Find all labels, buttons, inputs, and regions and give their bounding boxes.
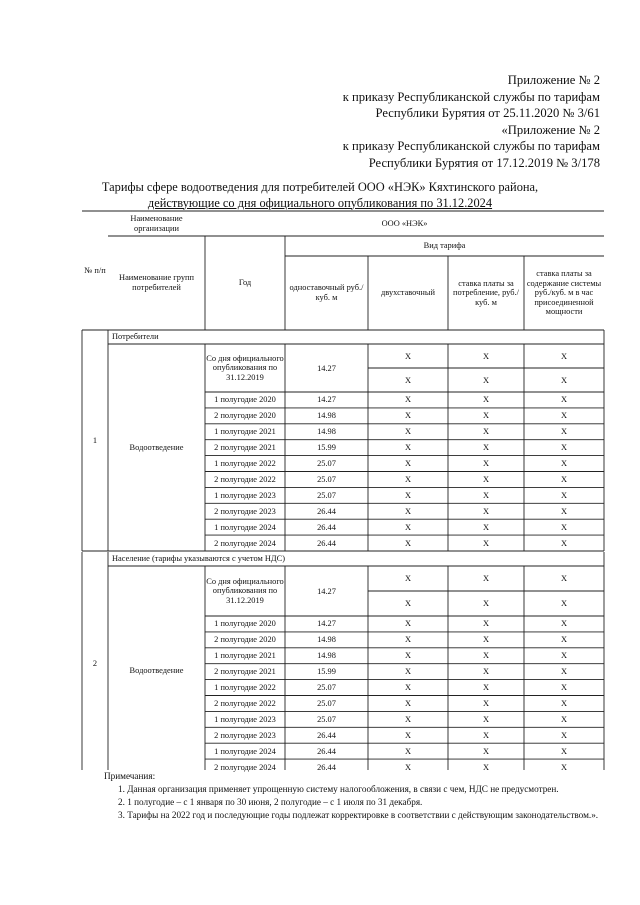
single-rate-value: 14.98 [317, 411, 336, 421]
not-applicable-mark: X [404, 538, 412, 548]
two-rate-header: двухставочный [381, 288, 435, 298]
not-applicable-mark: X [560, 762, 568, 772]
not-applicable-mark: X [482, 667, 490, 677]
not-applicable-mark: X [404, 574, 412, 583]
not-applicable-mark: X [560, 698, 568, 708]
not-applicable-mark: X [560, 714, 568, 724]
period-cell: 1 полугодие 2024 [214, 522, 276, 532]
period-cell: 2 полугодие 2024 [214, 762, 276, 772]
single-rate-value: 14.27 [317, 395, 336, 405]
period-cell: 2 полугодие 2020 [214, 411, 276, 421]
not-applicable-mark: X [560, 574, 568, 583]
notes-title: Примечания: [104, 771, 156, 781]
not-applicable-mark: X [482, 714, 490, 724]
not-applicable-mark: X [560, 427, 568, 437]
period-cell: 2 полугодие 2021 [214, 443, 276, 453]
not-applicable-mark: X [404, 746, 412, 756]
single-rate-value: 14.27 [317, 586, 336, 596]
not-applicable-mark: X [482, 635, 490, 645]
single-rate-value: 25.07 [317, 714, 336, 724]
consumer-group-label: Население (тарифы указываются с учетом НДС) [112, 554, 286, 564]
not-applicable-mark: X [560, 522, 568, 532]
period-cell: Со дня официального опубликования по 31.12.2019 [206, 353, 284, 382]
not-applicable-mark: X [482, 730, 490, 740]
single-rate-value: 14.27 [317, 619, 336, 629]
single-rate-value: 25.07 [317, 698, 336, 708]
organization-name: ООО «НЭК» [381, 218, 428, 228]
not-applicable-mark: X [560, 635, 568, 645]
period-cell: 2 полугодие 2023 [214, 506, 276, 516]
period-cell: 2 полугодие 2023 [214, 730, 276, 740]
not-applicable-mark: X [404, 698, 412, 708]
not-applicable-mark: X [560, 730, 568, 740]
period-cell: 2 полугодие 2020 [214, 635, 276, 645]
not-applicable-mark: X [404, 395, 412, 405]
period-cell: 2 полугодие 2022 [214, 698, 276, 708]
period-cell: 1 полугодие 2023 [214, 490, 276, 500]
not-applicable-mark: X [404, 651, 412, 661]
organization-label: Наименование организации [130, 213, 183, 233]
single-rate-value: 14.98 [317, 651, 336, 661]
note-item: 3. Тарифы на 2022 год и последующие годы подлежат корректировке в соответствии с действующим законодательством.». [118, 810, 599, 820]
single-rate-value: 25.07 [317, 490, 336, 500]
not-applicable-mark: X [560, 667, 568, 677]
period-cell: 1 полугодие 2020 [214, 619, 276, 629]
not-applicable-mark: X [482, 651, 490, 661]
not-applicable-mark: X [482, 459, 490, 469]
not-applicable-mark: X [560, 683, 568, 693]
single-rate-value: 26.44 [317, 730, 336, 740]
not-applicable-mark: X [560, 395, 568, 405]
period-cell: 2 полугодие 2021 [214, 667, 276, 677]
single-rate-value: 15.99 [317, 667, 336, 677]
not-applicable-mark: X [404, 683, 412, 693]
not-applicable-mark: X [482, 375, 490, 385]
not-applicable-mark: X [404, 351, 412, 361]
header-line: Приложение № 2 [507, 73, 600, 87]
not-applicable-mark: X [482, 351, 490, 361]
single-rate-value: 14.27 [317, 363, 336, 373]
not-applicable-mark: X [560, 599, 568, 608]
maintenance-rate-header: ставка платы за содержание системы руб./куб. м в час присоединенной мощности [526, 269, 602, 317]
consumption-rate-header: ставка платы за потребление, руб./ куб. м [453, 278, 519, 307]
notes-block [104, 770, 602, 822]
not-applicable-mark: X [482, 522, 490, 532]
service-name: Водоотведение [129, 665, 184, 675]
service-name: Водоотведение [129, 442, 184, 452]
single-rate-value: 25.07 [317, 474, 336, 484]
not-applicable-mark: X [482, 698, 490, 708]
not-applicable-mark: X [482, 538, 490, 548]
header-line: Республики Бурятия от 25.11.2020 № 3/61 [375, 106, 600, 121]
not-applicable-mark: X [404, 730, 412, 740]
single-rate-value: 26.44 [317, 506, 336, 516]
not-applicable-mark: X [560, 375, 568, 385]
tariff-type-header: Вид тарифа [423, 241, 466, 251]
not-applicable-mark: X [404, 635, 412, 645]
not-applicable-mark: X [404, 667, 412, 677]
not-applicable-mark: X [482, 683, 490, 693]
single-rate-value: 25.07 [317, 459, 336, 469]
note-item: 2. 1 полугодие – с 1 января по 30 июня, 2 полугодие – с 1 июля по 31 декабря. [118, 797, 423, 807]
not-applicable-mark: X [404, 522, 412, 532]
period-cell: 1 полугодие 2021 [214, 651, 276, 661]
not-applicable-mark: X [482, 506, 490, 516]
period-cell: 1 полугодие 2020 [214, 395, 276, 405]
not-applicable-mark: X [560, 538, 568, 548]
year-header: Год [238, 278, 252, 288]
not-applicable-mark: X [560, 619, 568, 629]
not-applicable-mark: X [482, 574, 490, 583]
period-cell: 1 полугодие 2022 [214, 459, 276, 469]
not-applicable-mark: X [404, 459, 412, 469]
row-number: 2 [92, 658, 98, 668]
single-rate-value: 14.98 [317, 635, 336, 645]
not-applicable-mark: X [482, 411, 490, 421]
not-applicable-mark: X [404, 474, 412, 484]
title-line-1: Тарифы сфере водоотведения для потребителей ООО «НЭК» Кяхтинского района, [101, 180, 539, 194]
not-applicable-mark: X [560, 651, 568, 661]
not-applicable-mark: X [560, 490, 568, 500]
period-cell: 1 полугодие 2024 [214, 746, 276, 756]
header-line: к приказу Республиканской службы по тарифам [342, 139, 600, 154]
not-applicable-mark: X [560, 351, 568, 361]
not-applicable-mark: X [482, 746, 490, 756]
not-applicable-mark: X [560, 474, 568, 484]
single-rate-value: 26.44 [317, 746, 336, 756]
period-cell: 1 полугодие 2023 [214, 714, 276, 724]
header-line: к приказу Республиканской службы по тарифам [342, 89, 600, 104]
single-rate-value: 26.44 [317, 762, 336, 772]
not-applicable-mark: X [404, 506, 412, 516]
not-applicable-mark: X [404, 599, 412, 608]
not-applicable-mark: X [404, 427, 412, 437]
title-line-2: действующие со дня официального опубликования по 31.12.2024 [147, 195, 493, 210]
not-applicable-mark: X [482, 443, 490, 453]
header-line: «Приложение № 2 [501, 122, 600, 137]
consumer-group-header: Наименование групп потребителей [119, 273, 194, 292]
period-cell: 2 полугодие 2022 [214, 474, 276, 484]
column-number-header: № п/п [84, 265, 106, 275]
not-applicable-mark: X [482, 619, 490, 629]
not-applicable-mark: X [482, 490, 490, 500]
not-applicable-mark: X [482, 474, 490, 484]
single-rate-value: 26.44 [317, 538, 336, 548]
not-applicable-mark: X [482, 762, 490, 772]
not-applicable-mark: X [482, 599, 490, 608]
not-applicable-mark: X [560, 746, 568, 756]
not-applicable-mark: X [560, 411, 568, 421]
single-rate-value: 15.99 [317, 443, 336, 453]
single-rate-value: 14.98 [317, 427, 336, 437]
not-applicable-mark: X [404, 375, 412, 385]
not-applicable-mark: X [482, 427, 490, 437]
period-cell: 1 полугодие 2022 [214, 683, 276, 693]
not-applicable-mark: X [560, 459, 568, 469]
header-line: Республики Бурятия от 17.12.2019 № 3/178 [368, 155, 600, 170]
period-cell: 2 полугодие 2024 [214, 538, 276, 548]
single-rate-value: 26.44 [317, 522, 336, 532]
not-applicable-mark: X [404, 490, 412, 500]
single-rate-header: одноставочный руб./ куб. м [289, 283, 364, 302]
note-item: 1. Данная организация применяет упрощенную систему налогообложения, в связи с чем, НДС не предусмотрен. [118, 784, 559, 794]
row-number: 1 [92, 435, 98, 445]
period-cell: 1 полугодие 2021 [214, 427, 276, 437]
not-applicable-mark: X [560, 506, 568, 516]
not-applicable-mark: X [404, 411, 412, 421]
not-applicable-mark: X [404, 714, 412, 724]
not-applicable-mark: X [404, 619, 412, 629]
single-rate-value: 25.07 [317, 683, 336, 693]
not-applicable-mark: X [560, 443, 568, 453]
not-applicable-mark: X [404, 762, 412, 772]
not-applicable-mark: X [404, 443, 412, 453]
period-cell: Со дня официального опубликования по 31.12.2019 [206, 576, 284, 605]
consumer-group-label: Потребители [112, 332, 159, 342]
not-applicable-mark: X [482, 395, 490, 405]
